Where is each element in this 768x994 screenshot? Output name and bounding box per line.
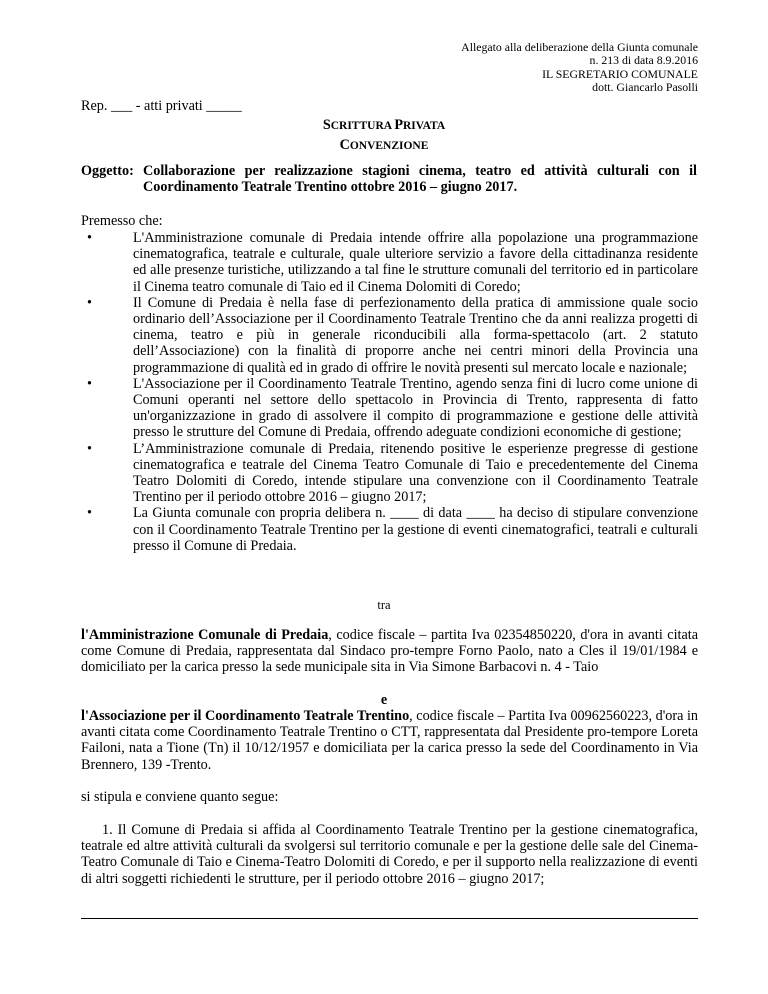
list-item-text: La Giunta comunale con propria delibera n. ____ di data ____ ha deciso di stipulare convenzione con il Coordinamento Teatrale Trentino per la gestione di eventi cinematografici, teatrali e culturali presso il Comune di Predaia.	[133, 505, 698, 554]
party-one-details: , codice fiscale – partita Iva 02354850220, d'ora in avanti citata come Comune di Predaia, rappresentata dal Sindaco pro-tempre Forno Paolo, nato a Cles il 19/01/1984 e domiciliato per la carica presso la sede municipale sita in Via Simone Barbacovi n. 4 - Taio	[81, 627, 698, 676]
attachment-header	[461, 41, 698, 95]
list-item	[81, 295, 698, 376]
bullet-icon: •	[87, 230, 92, 246]
page-divider	[81, 918, 698, 919]
document-title	[0, 116, 768, 156]
list-item-text: L'Amministrazione comunale di Predaia intende offrire alla popolazione una programmazione cinematografica, teatrale e culturale, quale ulteriore servizio a favore della cittadinanza residente ed alle presenze turistiche, utilizzando a tal fine le strutture comunali del territorio ed in particolare il Cinema teatro comunale di Taio ed il Cinema Dolomiti di Coredo;	[133, 230, 698, 295]
title-line-2: CONVENZIONE	[339, 137, 429, 153]
list-item	[81, 441, 698, 506]
subject-text: Collaborazione per realizzazione stagioni cinema, teatro ed attività culturali con il Coordinamento Teatrale Trentino ottobre 2016 – giugno 2017.	[143, 163, 697, 196]
list-item	[81, 505, 698, 554]
article-one: 1. Il Comune di Predaia si affida al Coordinamento Teatrale Trentino per la gestione cinematografica, teatrale ed altre attività culturali da svolgersi sul territorio comunale e per la gestione delle sale del Cinema-Teatro Comunale di Taio e Cinema-Teatro Dolomiti di Coredo, e per il supporto nella realizzazione di eventi di altri soggetti richiedenti le strutture, per il periodo ottobre 2016 – giugno 2017;	[81, 822, 698, 887]
header-line: n. 213 di data 8.9.2016	[589, 53, 698, 68]
subject-label: Oggetto:	[81, 163, 134, 179]
between-separator: tra	[377, 598, 391, 612]
list-item	[81, 230, 698, 295]
header-line: IL SEGRETARIO COMUNALE	[542, 66, 698, 81]
list-item-text: Il Comune di Predaia è nella fase di perfezionamento della pratica di ammissione quale socio ordinario dell’Associazione per il Coordinamento Teatrale Trentino che da anni realizza progetti di cinema, teatro e più in generale riconducibili alla forma-spettacolo (art. 2 statuto dell’Associazione) con la finalità di proporre anche nei centri minori della Provincia una programmazione di qualità ed in grado di offrire le novità presenti sul mercato locale e nazionale;	[133, 294, 698, 376]
header-line: dott. Giancarlo Pasolli	[592, 80, 698, 95]
title-line-1: SCRITTURA PRIVATA	[322, 117, 446, 133]
stipulation-line: si stipula e conviene quanto segue:	[81, 789, 279, 805]
party-two-paragraph	[81, 708, 698, 773]
party-one-paragraph	[81, 627, 698, 676]
list-item-text: L’Amministrazione comunale di Predaia, ritenendo positive le esperienze pregresse di gestione cinematografica e teatrale del Cinema Teatro Comunale di Taio e precedentemente del Cinema Teatro Dolomiti di Coredo, intende stipulare una convenzione con il Coordinamento Teatrale Trentino per il periodo ottobre 2016 – giugno 2017;	[133, 440, 698, 506]
party-two-details: , codice fiscale – Partita Iva 00962560223, d'ora in avanti citata come Coordinamento Teatrale Trentino o CTT, rappresentata dal Presidente pro-tempore Loreta Failoni, nata a Tione (Tn) il 10/12/1957 e domiciliata per la carica presso la sede del Coordinamento in Via Brennero, 139 -Trento.	[81, 708, 698, 773]
bullet-icon: •	[87, 505, 92, 522]
bullet-icon: •	[87, 294, 92, 311]
premise-heading: Premesso che:	[81, 213, 163, 229]
bullet-icon: •	[87, 440, 92, 457]
bullet-icon: •	[87, 375, 92, 392]
list-item-text: L'Associazione per il Coordinamento Teatrale Trentino, agendo senza fini di lucro come unione di Comuni operanti nel settore dello spettacolo in Provincia di Trento, rappresenta di fatto un'organizzazione in grado di assolvere il compito di programmazione e gestione delle attività presso le strutture del Comune di Predaia, offrendo adeguate condizioni economiche di gestione;	[133, 375, 698, 441]
party-two-name: l'Associazione per il Coordinamento Teatrale Trentino	[81, 708, 410, 724]
party-one-name: l'Amministrazione Comunale di Predaia	[81, 627, 329, 643]
premise-list	[81, 230, 698, 554]
list-item	[81, 376, 698, 441]
and-separator: e	[380, 692, 388, 708]
repertory-line: Rep. ___ - atti privati _____	[81, 98, 242, 114]
header-line: Allegato alla deliberazione della Giunta comunale	[461, 40, 698, 54]
